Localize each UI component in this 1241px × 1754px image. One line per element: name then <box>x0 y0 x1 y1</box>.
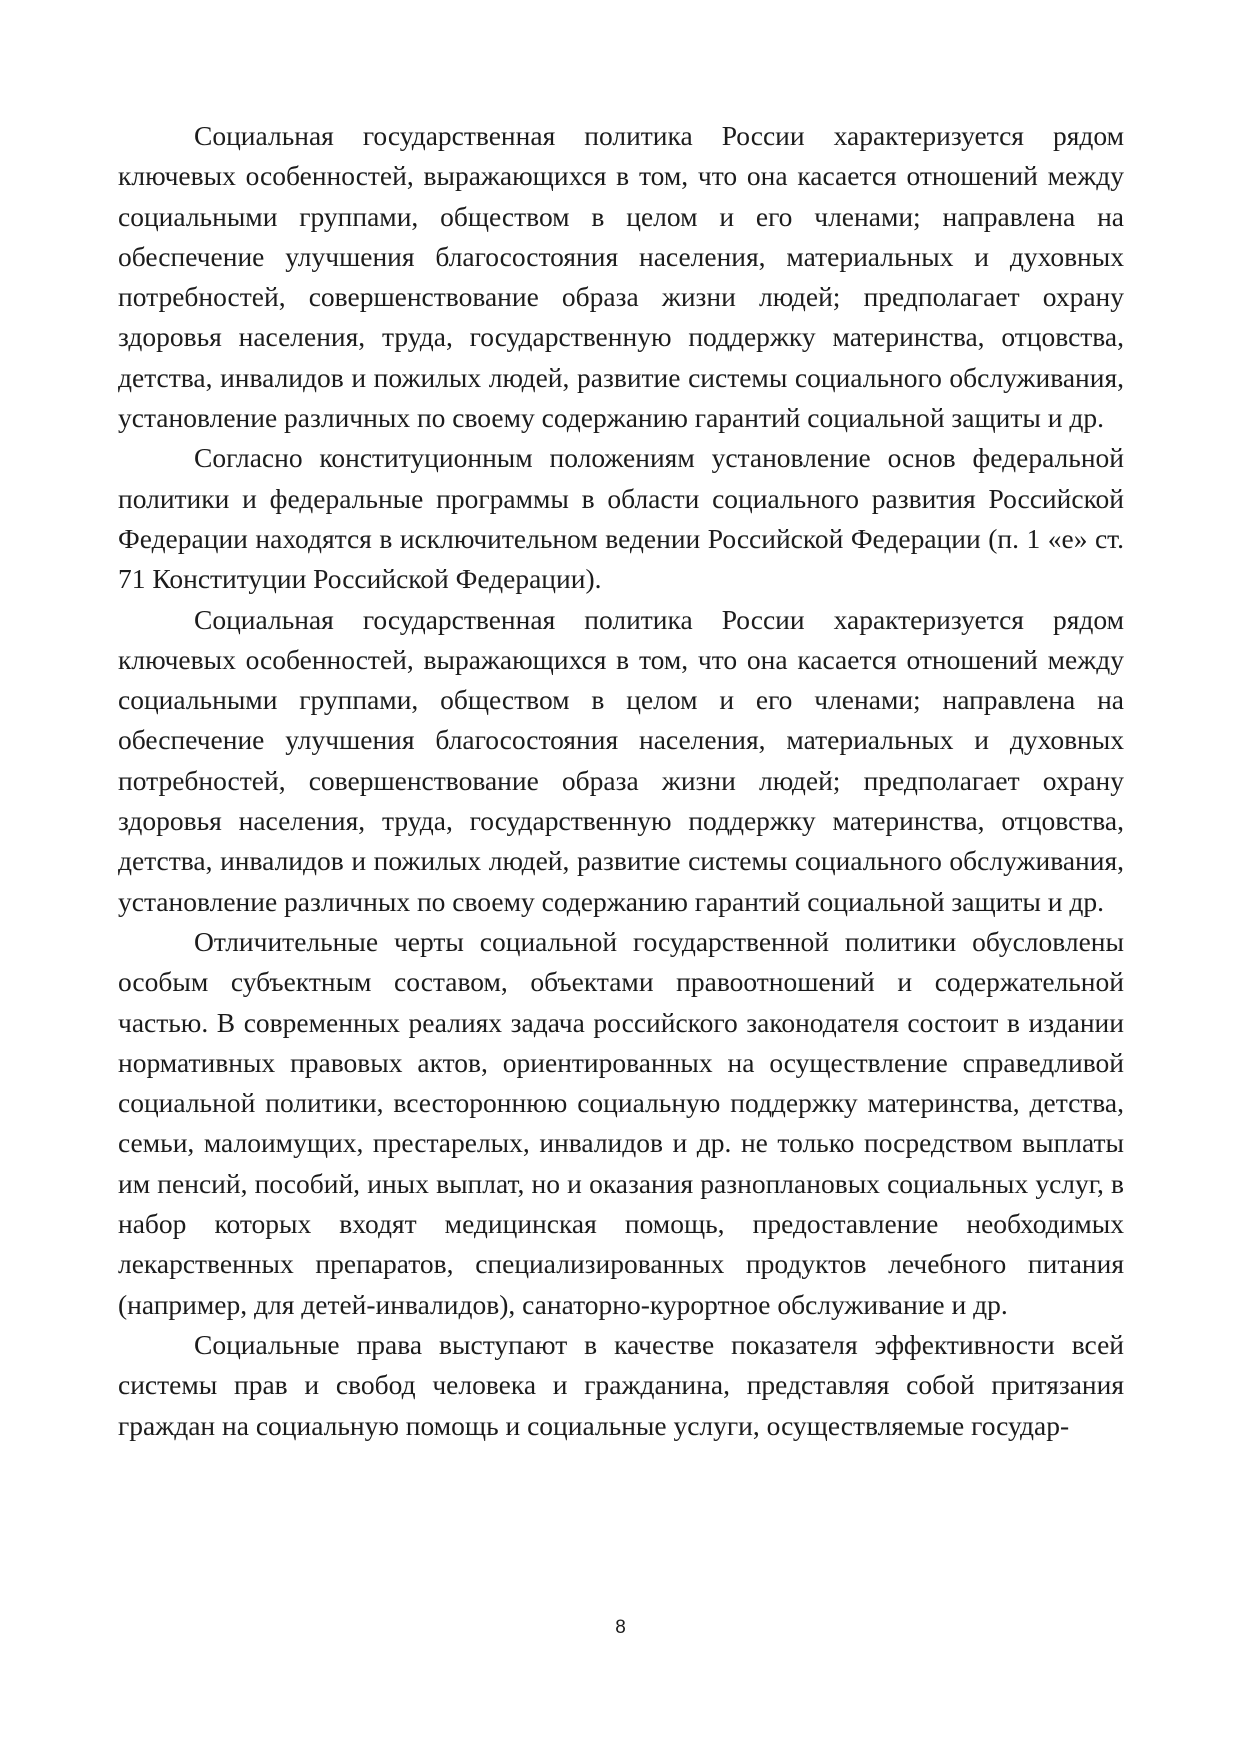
paragraph-distinctive-features: Отличительные черты социальной государственной политики обусловлены особым субъектным составом, объектами правоотношений и содержательной частью. В современных реалиях задача российского законодателя состоит в издании нормативных правовых актов, ориентированных на осуществление справедливой социальной политики, всестороннюю социальную поддержку материнства, детства, семьи, малоимущих, престарелых, инвалидов и др. не только посредством выплаты им пенсий, пособий, иных выплат, но и оказания разноплановых социальных услуг, в набор которых входят медицинская помощь, предоставление необходимых лекарственных препаратов, специализированных продуктов лечебного питания (например, для детей-инвалидов), санаторно-курортное обслуживание и др. <box>118 925 1124 1320</box>
paragraph-constitutional-provisions: Согласно конституционным положениям установление основ федеральной политики и федеральные программы в области социального развития Российской Федерации находятся в исключительном ведении Российской Федерации (п. 1 «е» ст. 71 Конституции Российской Федерации). <box>118 442 1124 595</box>
body-text <box>118 116 1124 1446</box>
paragraph-social-rights: Социальные права выступают в качестве показателя эффективности всей системы прав и свобод человека и гражданина, представляя собой притязания граждан на социальную помощь и социальные услуги, осуществляемые государ- <box>118 1328 1124 1441</box>
page-number: 8 <box>615 1617 626 1638</box>
paragraph-social-policy-features-repeat: Социальная государственная политика России характеризуется рядом ключевых особенностей, выражающихся в том, что она касается отношений между социальными группами, обществом в целом и его членами; направлена на обеспечение улучшения благосостояния населения, материальных и духовных потребностей, совершенствование образа жизни людей; предполагает охрану здоровья населения, труда, государственную поддержку материнства, отцовства, детства, инвалидов и пожилых людей, развитие системы социального обслуживания, установление различных по своему содержанию гарантий социальной защиты и др. <box>118 603 1124 917</box>
paragraph-social-policy-features: Социальная государственная политика России характеризуется рядом ключевых особенностей, выражающихся в том, что она касается отношений между социальными группами, обществом в целом и его членами; направлена на обеспечение улучшения благосостояния населения, материальных и духовных потребностей, совершенствование образа жизни людей; предполагает охрану здоровья населения, труда, государственную поддержку материнства, отцовства, детства, инвалидов и пожилых людей, развитие системы социального обслуживания, установление различных по своему содержанию гарантий социальной защиты и др. <box>118 120 1124 434</box>
